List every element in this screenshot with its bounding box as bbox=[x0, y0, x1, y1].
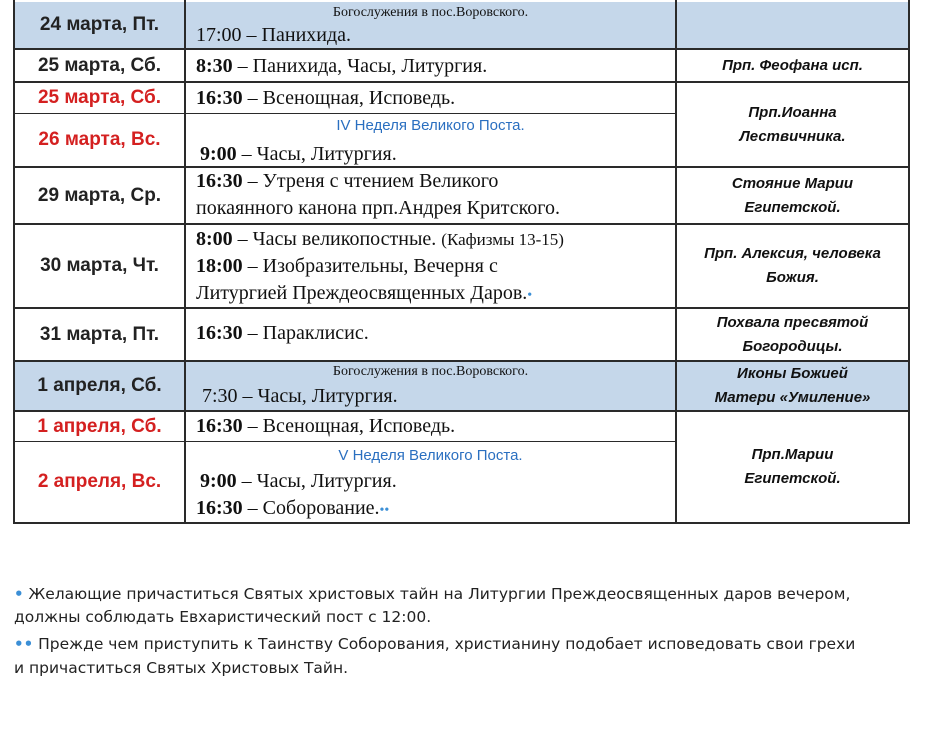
location-header: Богослужения в пос.Воровского. bbox=[332, 364, 529, 379]
saint-cell: Прп. Феофана исп. bbox=[722, 56, 863, 74]
saint-cell: Иконы Божией Матери «Умиление» bbox=[714, 365, 871, 406]
footnote-marker: •• bbox=[379, 503, 390, 518]
footnote-2: •• Прежде чем приступить к Таинству Соборования, христианину подобает исповедовать свои грехи bbox=[14, 635, 856, 653]
saint-cell: Похвала пресвятой Богородицы. bbox=[716, 313, 869, 355]
saint-cell: Прп. Алексия, человека Божия. bbox=[704, 245, 881, 286]
service-line: 8:30 – Панихида, Часы, Литургия. bbox=[196, 55, 488, 77]
service-line: 18:00 – Изобразительны, Вечерня с bbox=[196, 255, 498, 277]
date-cell: 24 марта, Пт. bbox=[39, 14, 160, 35]
service-line: Литургией Преждеосвященных Даров.• bbox=[196, 282, 533, 304]
service-line: 9:00 – Часы, Литургия. bbox=[200, 470, 397, 492]
week-title: IV Неделя Великого Поста. bbox=[336, 117, 525, 134]
footnote-marker: •• bbox=[14, 635, 34, 653]
service-line: 16:30 – Параклисис. bbox=[196, 322, 369, 344]
date-cell: 30 марта, Чт. bbox=[40, 255, 159, 276]
date-cell: 25 марта, Сб. bbox=[37, 54, 162, 76]
service-line: 16:30 – Всенощная, Исповедь. bbox=[196, 415, 456, 437]
saint-cell: Прп.Марии Египетской. bbox=[744, 446, 841, 487]
service-line: 16:30 – Утреня с чтением Великого bbox=[196, 170, 499, 192]
service-line: покаянного канона прп.Андрея Критского. bbox=[196, 197, 560, 219]
date-cell: 29 марта, Ср. bbox=[37, 184, 162, 206]
location-header: Богослужения в пос.Воровского. bbox=[332, 5, 529, 20]
service-line: 7:30 – Часы, Литургия. bbox=[202, 385, 398, 407]
footnote-marker: • bbox=[14, 585, 24, 603]
service-line: 9:00 – Часы, Литургия. bbox=[200, 143, 397, 165]
service-line: 16:30 – Соборование.•• bbox=[196, 497, 390, 519]
service-line: 17:00 – Панихида. bbox=[196, 24, 352, 46]
date-cell: 31 марта, Пт. bbox=[39, 323, 160, 345]
date-cell: 1 апреля, Сб. bbox=[37, 375, 162, 396]
service-line: 16:30 – Всенощная, Исповедь. bbox=[196, 87, 456, 109]
footnote-2-cont: и причаститься Святых Христовых Тайн. bbox=[14, 659, 349, 677]
date-cell: 2 апреля, Вс. bbox=[37, 471, 162, 492]
footnote-marker: • bbox=[527, 288, 533, 303]
footnote-1: • Желающие причаститься Святых христовых тайн на Литургии Преждеосвященных даров вечером, bbox=[14, 585, 851, 603]
week-title: V Неделя Великого Поста. bbox=[338, 447, 523, 464]
footnote-1-cont: должны соблюдать Евхаристический пост с 12:00. bbox=[14, 608, 432, 626]
date-cell: 25 марта, Сб. bbox=[37, 87, 162, 108]
service-line: 8:00 – Часы великопостные. (Кафизмы 13-15) bbox=[196, 228, 564, 250]
saint-cell: Прп.Иоанна Лествичника. bbox=[739, 103, 846, 145]
saint-cell: Стояние Марии Египетской. bbox=[731, 174, 854, 216]
date-cell: 1 апреля, Сб. bbox=[37, 415, 162, 437]
date-cell: 26 марта, Вс. bbox=[38, 129, 161, 150]
